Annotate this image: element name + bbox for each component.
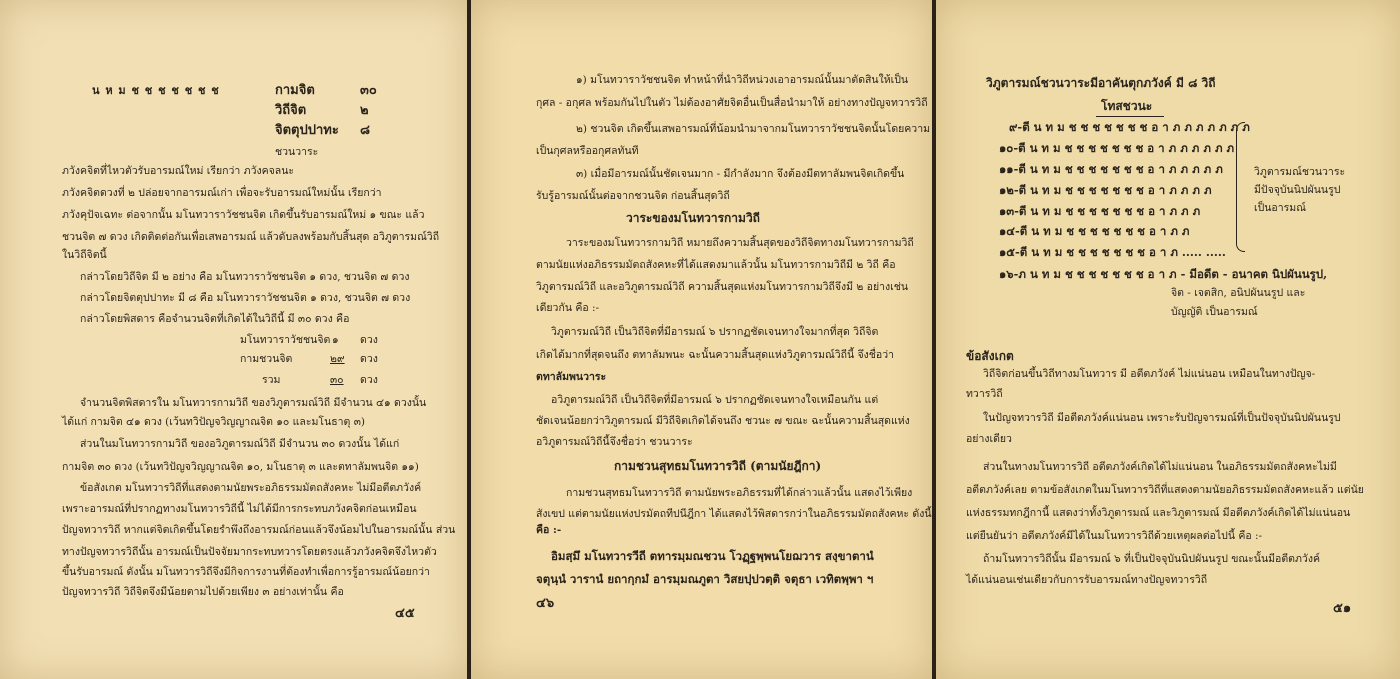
- text-line: ในปัญจทวารวิถี มีอตีตภวังค์แน่นอน เพราะรับปัญจารมณ์ที่เป็นปัจจุบันนิปผันนรูป: [983, 412, 1341, 424]
- text-line: ถ้ามโนทวารวิถีนั้น มีอารมณ์ ๖ ที่เป็นปัจจุบันนิปผันนรูป ขณะนั้นมีอตีตภวังค์: [983, 553, 1320, 565]
- text-line: ข้อสังเกต มโนทวารวิถีที่แสดงตามนัยพระอภิธรรมมัตถสังคหะ ไม่มีอตีตภวังค์: [80, 482, 422, 494]
- chavanara-label: ชวนวาระ: [275, 146, 319, 158]
- table-unit: ดวง: [360, 353, 378, 365]
- vithi-row: ๑๖-ภ น ท ม ช ช ช ช ช ช ช อ า ภ - มีอดีต - อนาคต นิปผันนรูป,: [999, 267, 1328, 281]
- table-unit: ดวง: [360, 374, 378, 386]
- stat-value: ๓๐: [360, 83, 377, 98]
- text-line: เพราะอารมณ์ที่ปรากฏทางมโนทวารวิถีนี้ ไม่ได้มีการกระทบภวังคจิตก่อนเหมือน: [62, 503, 417, 515]
- header-code: น ห ม ช ช ช ช ช ช ช: [92, 84, 220, 97]
- text-line: ทวารวิถี: [966, 388, 1003, 400]
- text-line: ๓) เมื่อมีอารมณ์นั้นชัดเจนมาก - มีกำลังมาก จึงต้องมีตทาลัมพนจิตเกิดขึ้น: [576, 168, 905, 180]
- brace-note: วิภูตารมณ์ชวนวาระ: [1254, 166, 1346, 178]
- text-line: ๒) ชวนจิต เกิดขึ้นเสพอารมณ์ที่น้อมนำมาจากมโนทวาราวัชชนจิตนั้นโดยความ: [576, 123, 931, 135]
- text-line: ตทาลัมพนวาระ: [536, 371, 607, 383]
- page-number: ๕๑: [1333, 601, 1352, 616]
- stat-value: ๒: [360, 103, 369, 118]
- text-line: ส่วนในทางมโนทวารวิถี อตีตภวังค์เกิดได้ไม่แน่นอน ในอภิธรรมมัตถสังคหะไม่มี: [983, 461, 1337, 473]
- text-line: แห่งธรรมทกฎีกานี้ แสดงว่าทั้งวิภูตารมณ์ และวิภูตารมณ์ มีอตีตภวังค์เกิดได้ไม่แน่นอน: [966, 507, 1351, 519]
- text-line: จำนวนจิตพิสดารใน มโนทวารกามวิถี ของวิภูตารมณ์วิถี มีจำนวน ๔๑ ดวงนั้น: [80, 397, 427, 409]
- page-number: ๔๖: [536, 596, 555, 611]
- text-line: ตามนัยแห่งอภิธรรมมัตถสังคหะที่ได้แสดงมาแล้วนั้น มโนทวารกามวิถีมี ๒ วิถี คือ: [536, 259, 896, 271]
- text-line: กามชวนสุทธมโนทวารวิถี ตามนัยพระอภิธรรมที่ได้กล่าวแล้วนั้น แสดงไว้เพียง: [566, 487, 913, 499]
- vithi-row-continued: บัญญัติ เป็นอารมณ์: [1171, 306, 1258, 318]
- text-line: เดียวกัน คือ :-: [536, 302, 600, 314]
- table-value: ๑: [332, 334, 339, 346]
- vithi-row: ๑๕-ตี น ท ม ช ช ช ช ช ช ช อ า ภ ..... .....: [999, 245, 1226, 259]
- text-line: ภวังคุปัจเฉทะ ต่อจากนั้น มโนทวาราวัชชนจิต เกิดขึ้นรับอารมณ์ใหม่ ๑ ขณะ แล้ว: [62, 209, 425, 221]
- text-line: อย่างเดียว: [966, 433, 1012, 445]
- text-line: สังเขป แต่ตามนัยแห่งปรมัตถทีปนีฎีกา ได้แสดงไว้พิสดารกว่าในอภิธรรมมัตถสังคหะ ดังนี้: [536, 508, 932, 520]
- text-line: ทางปัญจทวารวิถีนั้น อารมณ์เป็นปัจจัยมากระทบทวารโดยตรงแล้วภวังคจิตจึงไหวตัว: [62, 546, 437, 558]
- text-line: ปัญจทวารวิถี หากแต่จิตเกิดขึ้นโดยรำพึงถึงอารมณ์ก่อนแล้วจึงน้อมไปในอารมณ์นั้น ส่วน: [62, 524, 456, 536]
- vithi-row: ๑๓-ตี น ท ม ช ช ช ช ช ช ช อ า ภ ภ ภ: [999, 204, 1201, 218]
- text-line: เกิดได้มากที่สุดจนถึง ตทาลัมพนะ ฉะนั้นความสิ้นสุดแห่งวิภูตารมณ์วิถีนี้ จึงชื่อว่า: [536, 349, 895, 361]
- pali-line: จตุนฺนํ วารานํ ยถากฺกมํ อารมฺมณภูตา วิสยปฺปวตฺติ จตุธา เวทิตพฺพา ฯ: [536, 572, 874, 586]
- page-45: [0, 0, 467, 679]
- stat-label: กามจิต: [275, 83, 315, 98]
- page-title: วิภูตารมณ์ชวนวาระมีอาคันตุกภวังค์ มี ๘ วิถี: [986, 76, 1216, 90]
- stat-label: จิตตุปปาทะ: [275, 123, 339, 138]
- vithi-row: ๙-ตี น ท ม ช ช ช ช ช ช ช อ า ภ ภ ภ ภ ภ ภ ภ: [1009, 120, 1250, 134]
- text-line: อตีตภวังค์เลย ตามข้อสังเกตในมโนทวารวิถีที่แสดงตามนัยอภิธรรมมัตถสังคหะแล้ว แต่นัย: [966, 484, 1364, 496]
- text-line: ชัดเจนน้อยกว่าวิภูตารมณ์ มีวิถีจิตเกิดได้จนถึง ชวนะ ๗ ขณะ ฉะนั้นความสิ้นสุดแห่ง: [536, 415, 910, 427]
- text-line: ๑) มโนทวาราวัชชนจิต ทำหน้าที่นำวิถีหน่วงเอาอารมณ์นั้นมาตัดสินให้เป็น: [576, 74, 909, 86]
- page-46: [471, 0, 932, 679]
- group-brace: [1236, 122, 1245, 252]
- text-line: ได้แน่นอนเช่นเดียวกับการรับอารมณ์ทางปัญจทวารวิถี: [966, 574, 1208, 586]
- stat-value: ๘: [360, 123, 371, 138]
- vithi-row: ๑๒-ตี น ท ม ช ช ช ช ช ช ช อ า ภ ภ ภ ภ: [999, 183, 1212, 197]
- text-line: กล่าวโดยจิตตุปปาทะ มี ๘ คือ มโนทวาราวัชชนจิต ๑ ดวง, ชวนจิต ๗ ดวง: [80, 292, 411, 304]
- text-line: เป็นกุศลหรืออกุศลทันที: [536, 145, 639, 157]
- page-51: [936, 0, 1400, 679]
- text-line: ได้แก่ กามจิต ๔๑ ดวง (เว้นทวิปัญจวิญญาณจิต ๑๐ และมโนธาตุ ๓): [62, 416, 365, 428]
- text-line: ขึ้นรับอารมณ์ ดังนั้น มโนทวารวิถีจึงมีกิจการงานที่ต้องทำเพื่อการรู้อารมณ์น้อยกว่า: [62, 566, 430, 578]
- text-line: รับรู้อารมณ์นั้นต่อจากชวนจิต ก่อนสิ้นสุดวิถี: [536, 190, 730, 202]
- vithi-row: ๑๔-ตี น ท ม ช ช ช ช ช ช ช อ า ภ ภ: [999, 224, 1190, 238]
- table-value: ๓๐: [330, 374, 344, 386]
- text-line: อวิภูตารมณ์วิถี เป็นวิถีจิตที่มีอารมณ์ ๖ ปรากฏชัดเจนทางใจเหมือนกัน แต่: [551, 394, 879, 406]
- text-line: กล่าวโดยวิถีจิต มี ๒ อย่าง คือ มโนทวาราวัชชนจิต ๑ ดวง, ชวนจิต ๗ ดวง: [80, 271, 410, 283]
- text-line: อวิภูตารมณ์วิถีนี้จึงชื่อว่า ชวนวาระ: [536, 436, 693, 448]
- text-line: แต่ยืนยันว่า อตีตภวังค์มีได้ในมโนทวารวิถีด้วยเหตุผลต่อไปนี้ คือ :-: [966, 530, 1263, 542]
- text-line: ภวังคจิตที่ไหวตัวรับอารมณ์ใหม่ เรียกว่า ภวังคจลนะ: [62, 165, 295, 177]
- vithi-row: ๑๑-ตี น ท ม ช ช ช ช ช ช ช อ า ภ ภ ภ ภ ภ: [999, 162, 1223, 176]
- section-heading: กามชวนสุทธมโนทวารวิถี (ตามนัยฎีกา): [614, 459, 822, 473]
- table-label: รวม: [262, 374, 281, 386]
- text-line: กล่าวโดยพิสดาร คือจำนวนจิตที่เกิดได้ในวิถีนี้ มี ๓๐ ดวง คือ: [80, 313, 350, 325]
- text-line: กามจิต ๓๐ ดวง (เว้นทวิปัญจวิญญาณจิต ๑๐, มโนธาตุ ๓ และตทาลัมพนจิต ๑๑): [62, 461, 419, 473]
- text-line: คือ :-: [536, 524, 562, 536]
- text-line: กุศล - อกุศล พร้อมกันไปในตัว ไม่ต้องอาศัยจิตอื่นเป็นสื่อนำมาให้ อย่างทางปัญจทวารวิถี: [536, 97, 928, 109]
- text-line: ชวนจิต ๗ ดวง เกิดติดต่อกันเพื่อเสพอารมณ์ แล้วดับลงพร้อมกับสิ้นสุด อวิภูตารมณ์วิถี: [62, 231, 440, 243]
- vithi-row-continued: จิต - เจตสิก, อนิปผันนรูป และ: [1171, 287, 1306, 299]
- subheading-underline: [1096, 116, 1164, 117]
- text-line: ส่วนในมโนทวารกามวิถี ของอวิภูตารมณ์วิถี มีจำนวน ๓๐ ดวงนั้น ได้แก่: [80, 438, 400, 450]
- text-line: ในวิถีจิตนี้: [62, 249, 107, 261]
- text-line: วิถีจิตก่อนขึ้นวิถีทางมโนทวาร มี อตีตภวังค์ ไม่แน่นอน เหมือนในทางปัญจ-: [983, 368, 1316, 380]
- vithi-row: ๑๐-ตี น ท ม ช ช ช ช ช ช ช อ า ภ ภ ภ ภ ภ ภ: [999, 141, 1235, 155]
- brace-note: เป็นอารมณ์: [1254, 202, 1306, 214]
- stat-label: วิถีจิต: [275, 103, 307, 118]
- pali-line: อิมสฺมึ มโนทวารวีถี ตทารมฺมณชวน โวฏฺฐพฺพนโยฌวาร สงฺขาตานํ: [551, 549, 874, 563]
- table-label: มโนทวาราวัชชนจิต: [240, 334, 331, 346]
- text-line: วาระของมโนทวารกามวิถี หมายถึงความสิ้นสุดของวิถีจิตทางมโนทวารกามวิถี: [566, 237, 914, 249]
- subheading: โทสชวนะ: [1101, 99, 1153, 113]
- note-heading: ข้อสังเกต: [966, 349, 1014, 363]
- section-heading: วาระของมโนทวารกามวิถี: [626, 211, 760, 225]
- text-line: วิภูตารมณ์วิถี เป็นวิถีจิตที่มีอารมณ์ ๖ ปรากฏชัดเจนทางใจมากที่สุด วิถีจิต: [551, 326, 879, 338]
- page-number: ๔๕: [395, 606, 415, 621]
- text-line: วิภูตารมณ์วิถี และอวิภูตารมณ์วิถี ความสิ้นสุดแห่งมโนทวารกามวิถีจึงมี ๒ อย่างเช่น: [536, 281, 909, 293]
- text-line: ภวังคจิตดวงที่ ๒ ปล่อยจากอารมณ์เก่า เพื่อจะรับอารมณ์ใหม่นั้น เรียกว่า: [62, 187, 382, 199]
- brace-note: มีปัจจุบันนิปผันนรูป: [1254, 184, 1341, 196]
- table-unit: ดวง: [360, 334, 378, 346]
- table-value: ๒๙: [330, 353, 345, 365]
- table-label: กามชวนจิต: [240, 353, 293, 365]
- text-line: ปัญจทวารวิถี วิถีจิตจึงมีน้อยตามไปด้วยเพียง ๓ อย่างเท่านั้น คือ: [62, 586, 344, 598]
